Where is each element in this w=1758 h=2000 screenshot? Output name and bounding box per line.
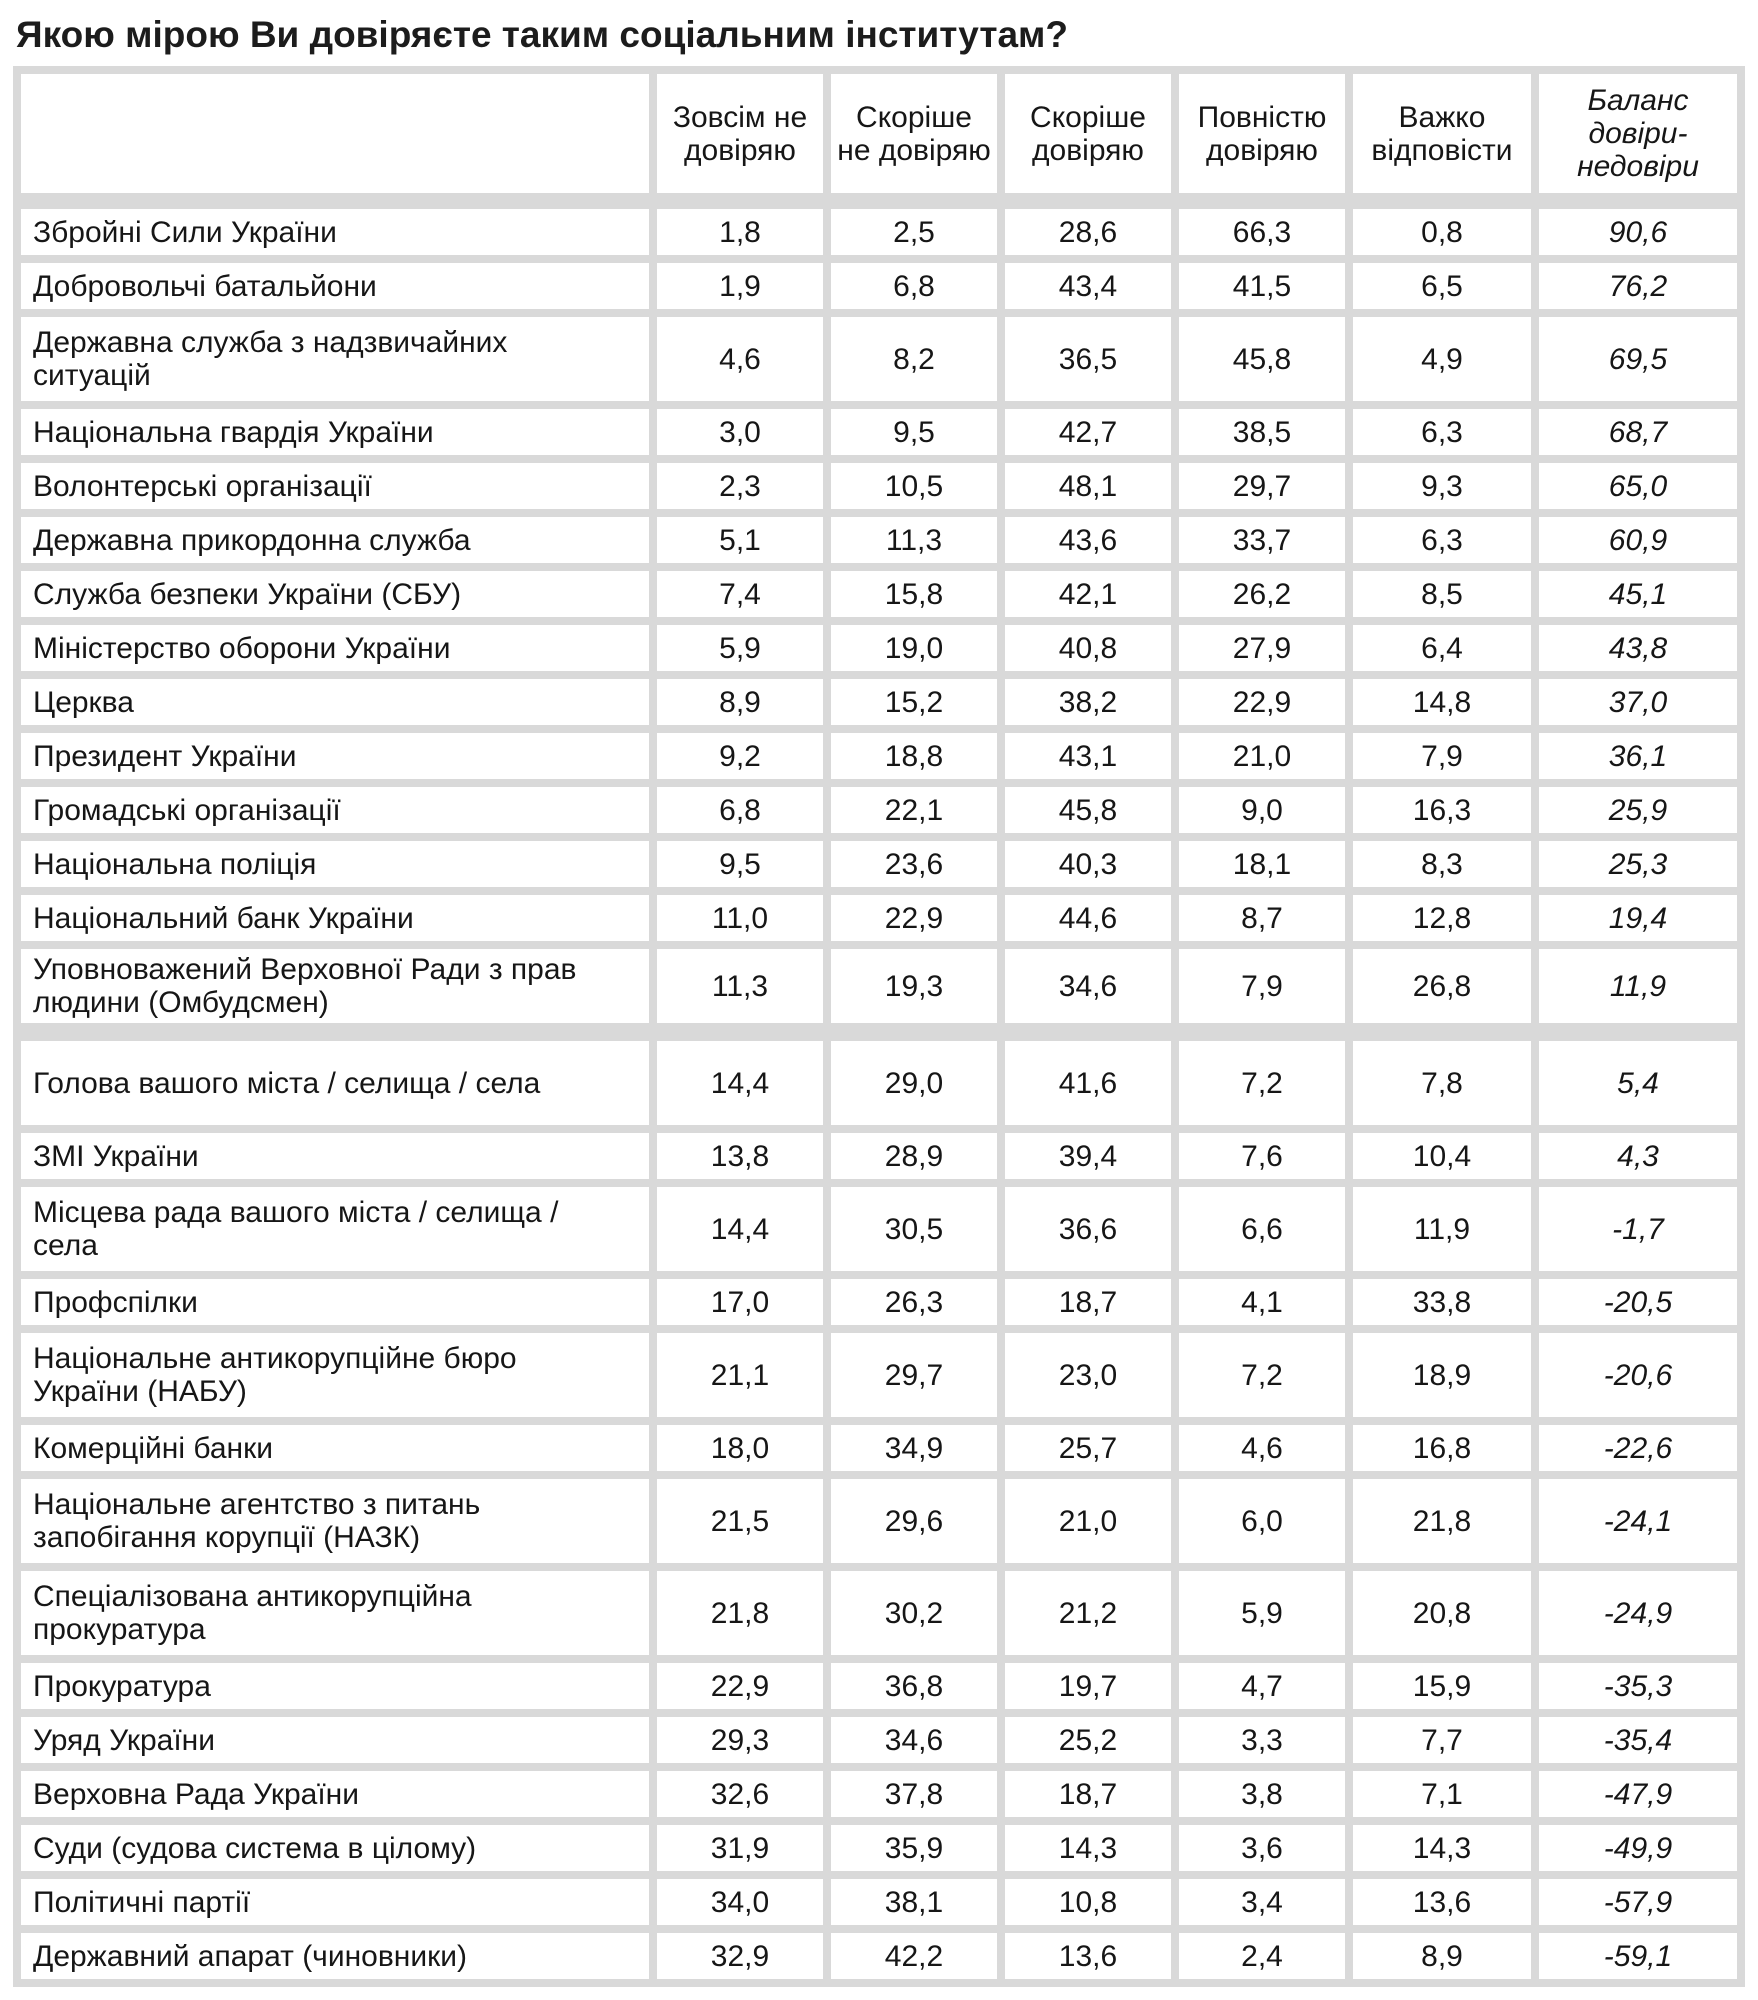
value-cell: 7,9 [1179, 949, 1345, 1033]
institution-cell: Збройні Сили України [21, 209, 649, 255]
institution-cell: Національний банк України [21, 895, 649, 941]
institution-cell: Волонтерські організації [21, 463, 649, 509]
institution-cell: Комерційні банки [21, 1425, 649, 1471]
value-cell: 16,3 [1353, 787, 1531, 833]
institution-cell: Церква [21, 679, 649, 725]
value-cell: 22,9 [1179, 679, 1345, 725]
value-cell: 20,8 [1353, 1571, 1531, 1655]
value-cell: 0,8 [1353, 209, 1531, 255]
value-cell: 34,0 [657, 1879, 823, 1925]
value-cell: 38,5 [1179, 409, 1345, 455]
institution-cell: Президент України [21, 733, 649, 779]
value-cell: 15,2 [831, 679, 997, 725]
value-cell: 8,9 [657, 679, 823, 725]
value-cell: 11,9 [1353, 1187, 1531, 1271]
value-cell: 19,3 [831, 949, 997, 1033]
value-cell: 4,6 [1179, 1425, 1345, 1471]
value-cell: 6,3 [1353, 409, 1531, 455]
value-cell: 35,9 [831, 1825, 997, 1871]
value-cell: 6,0 [1179, 1479, 1345, 1563]
value-cell: 41,5 [1179, 263, 1345, 309]
value-cell: 7,7 [1353, 1717, 1531, 1763]
table-row [21, 1279, 1737, 1325]
value-cell: 18,7 [1005, 1279, 1171, 1325]
table-row [21, 1879, 1737, 1925]
value-cell: 21,8 [657, 1571, 823, 1655]
value-cell: 5,9 [1179, 1571, 1345, 1655]
value-cell: 26,8 [1353, 949, 1531, 1033]
value-cell: 40,8 [1005, 625, 1171, 671]
value-cell: 4,6 [657, 317, 823, 401]
value-cell: 30,2 [831, 1571, 997, 1655]
balance-value-cell: 43,8 [1539, 625, 1737, 671]
value-cell: 21,2 [1005, 1571, 1171, 1655]
balance-value-cell: -35,4 [1539, 1717, 1737, 1763]
value-cell: 5,1 [657, 517, 823, 563]
table-row [21, 1041, 1737, 1125]
value-cell: 13,6 [1353, 1879, 1531, 1925]
balance-value-cell: -24,9 [1539, 1571, 1737, 1655]
column-header: Скоріше довіряю [1005, 74, 1171, 201]
value-cell: 4,1 [1179, 1279, 1345, 1325]
value-cell: 2,3 [657, 463, 823, 509]
value-cell: 9,0 [1179, 787, 1345, 833]
table-row [21, 679, 1737, 725]
balance-value-cell: 37,0 [1539, 679, 1737, 725]
institution-cell: Добровольчі батальйони [21, 263, 649, 309]
institution-cell: Державний апарат (чиновники) [21, 1933, 649, 1979]
value-cell: 11,0 [657, 895, 823, 941]
value-cell: 44,6 [1005, 895, 1171, 941]
value-cell: 34,6 [1005, 949, 1171, 1033]
value-cell: 10,8 [1005, 1879, 1171, 1925]
value-cell: 23,6 [831, 841, 997, 887]
header-row [21, 74, 1737, 201]
value-cell: 43,6 [1005, 517, 1171, 563]
value-cell: 9,5 [831, 409, 997, 455]
institution-cell: Профспілки [21, 1279, 649, 1325]
table-row [21, 317, 1737, 401]
table-body [21, 209, 1737, 1979]
value-cell: 3,3 [1179, 1717, 1345, 1763]
balance-value-cell: 76,2 [1539, 263, 1737, 309]
value-cell: 7,8 [1353, 1041, 1531, 1125]
column-header: Баланс довіри-недовіри [1539, 74, 1737, 201]
value-cell: 39,4 [1005, 1133, 1171, 1179]
value-cell: 21,5 [657, 1479, 823, 1563]
balance-value-cell: -59,1 [1539, 1933, 1737, 1979]
value-cell: 6,6 [1179, 1187, 1345, 1271]
value-cell: 26,2 [1179, 571, 1345, 617]
balance-value-cell: 25,3 [1539, 841, 1737, 887]
value-cell: 32,9 [657, 1933, 823, 1979]
value-cell: 29,7 [831, 1333, 997, 1417]
value-cell: 21,0 [1179, 733, 1345, 779]
balance-value-cell: 69,5 [1539, 317, 1737, 401]
table-row [21, 1825, 1737, 1871]
institution-cell: Уповноважений Верховної Ради з прав людини (Омбудсмен) [21, 949, 649, 1033]
table-row [21, 1933, 1737, 1979]
value-cell: 23,0 [1005, 1333, 1171, 1417]
balance-value-cell: 45,1 [1539, 571, 1737, 617]
institution-cell: Уряд України [21, 1717, 649, 1763]
table-row [21, 1133, 1737, 1179]
value-cell: 16,8 [1353, 1425, 1531, 1471]
value-cell: 17,0 [657, 1279, 823, 1325]
value-cell: 1,9 [657, 263, 823, 309]
value-cell: 7,4 [657, 571, 823, 617]
column-header: Зовсім не довіряю [657, 74, 823, 201]
value-cell: 12,8 [1353, 895, 1531, 941]
institution-cell: Національне антикорупційне бюро України (НАБУ) [21, 1333, 649, 1417]
value-cell: 6,8 [657, 787, 823, 833]
table-row [21, 895, 1737, 941]
value-cell: 6,5 [1353, 263, 1531, 309]
value-cell: 8,9 [1353, 1933, 1531, 1979]
balance-value-cell: 25,9 [1539, 787, 1737, 833]
value-cell: 3,4 [1179, 1879, 1345, 1925]
institution-cell: Місцева рада вашого міста / селища / села [21, 1187, 649, 1271]
value-cell: 2,4 [1179, 1933, 1345, 1979]
value-cell: 37,8 [831, 1771, 997, 1817]
value-cell: 40,3 [1005, 841, 1171, 887]
table-row [21, 571, 1737, 617]
table-row [21, 409, 1737, 455]
value-cell: 18,0 [657, 1425, 823, 1471]
value-cell: 38,1 [831, 1879, 997, 1925]
value-cell: 34,9 [831, 1425, 997, 1471]
value-cell: 33,8 [1353, 1279, 1531, 1325]
value-cell: 22,9 [657, 1663, 823, 1709]
value-cell: 21,0 [1005, 1479, 1171, 1563]
value-cell: 13,8 [657, 1133, 823, 1179]
balance-value-cell: -24,1 [1539, 1479, 1737, 1563]
value-cell: 42,7 [1005, 409, 1171, 455]
value-cell: 2,5 [831, 209, 997, 255]
institution-cell: Національна гвардія України [21, 409, 649, 455]
value-cell: 8,2 [831, 317, 997, 401]
institution-cell: Суди (судова система в цілому) [21, 1825, 649, 1871]
value-cell: 9,3 [1353, 463, 1531, 509]
value-cell: 27,9 [1179, 625, 1345, 671]
value-cell: 33,7 [1179, 517, 1345, 563]
value-cell: 43,4 [1005, 263, 1171, 309]
value-cell: 18,1 [1179, 841, 1345, 887]
value-cell: 18,7 [1005, 1771, 1171, 1817]
balance-value-cell: 90,6 [1539, 209, 1737, 255]
institution-cell: Верховна Рада України [21, 1771, 649, 1817]
balance-value-cell: -57,9 [1539, 1879, 1737, 1925]
value-cell: 11,3 [657, 949, 823, 1033]
table-row [21, 733, 1737, 779]
table-row [21, 1717, 1737, 1763]
column-header: Скоріше не довіряю [831, 74, 997, 201]
balance-value-cell: 65,0 [1539, 463, 1737, 509]
value-cell: 19,7 [1005, 1663, 1171, 1709]
value-cell: 10,5 [831, 463, 997, 509]
value-cell: 29,3 [657, 1717, 823, 1763]
institution-cell: Спеціалізована антикорупційна прокуратура [21, 1571, 649, 1655]
value-cell: 14,3 [1005, 1825, 1171, 1871]
value-cell: 7,1 [1353, 1771, 1531, 1817]
value-cell: 8,7 [1179, 895, 1345, 941]
value-cell: 6,3 [1353, 517, 1531, 563]
balance-value-cell: 5,4 [1539, 1041, 1737, 1125]
value-cell: 22,1 [831, 787, 997, 833]
value-cell: 1,8 [657, 209, 823, 255]
value-cell: 30,5 [831, 1187, 997, 1271]
table-row [21, 1571, 1737, 1655]
balance-value-cell: -22,6 [1539, 1425, 1737, 1471]
value-cell: 36,5 [1005, 317, 1171, 401]
institution-cell: Політичні партії [21, 1879, 649, 1925]
value-cell: 43,1 [1005, 733, 1171, 779]
institution-cell: Служба безпеки України (СБУ) [21, 571, 649, 617]
value-cell: 5,9 [657, 625, 823, 671]
value-cell: 3,0 [657, 409, 823, 455]
balance-value-cell: 60,9 [1539, 517, 1737, 563]
column-header: Важко відповісти [1353, 74, 1531, 201]
value-cell: 31,9 [657, 1825, 823, 1871]
value-cell: 14,8 [1353, 679, 1531, 725]
table-row [21, 1425, 1737, 1471]
value-cell: 48,1 [1005, 463, 1171, 509]
table-row [21, 1187, 1737, 1271]
value-cell: 18,9 [1353, 1333, 1531, 1417]
balance-value-cell: 68,7 [1539, 409, 1737, 455]
value-cell: 21,8 [1353, 1479, 1531, 1563]
value-cell: 10,4 [1353, 1133, 1531, 1179]
value-cell: 15,9 [1353, 1663, 1531, 1709]
value-cell: 4,9 [1353, 317, 1531, 401]
value-cell: 29,7 [1179, 463, 1345, 509]
institution-cell: Прокуратура [21, 1663, 649, 1709]
value-cell: 42,2 [831, 1933, 997, 1979]
institution-cell: Міністерство оборони України [21, 625, 649, 671]
value-cell: 28,6 [1005, 209, 1171, 255]
table-row [21, 517, 1737, 563]
value-cell: 45,8 [1005, 787, 1171, 833]
value-cell: 7,2 [1179, 1333, 1345, 1417]
value-cell: 18,8 [831, 733, 997, 779]
value-cell: 25,7 [1005, 1425, 1171, 1471]
value-cell: 36,6 [1005, 1187, 1171, 1271]
institution-cell: Національне агентство з питань запобігання корупції (НАЗК) [21, 1479, 649, 1563]
table-row [21, 1479, 1737, 1563]
table-row [21, 209, 1737, 255]
institution-cell: Державна служба з надзвичайних ситуацій [21, 317, 649, 401]
balance-value-cell: -35,3 [1539, 1663, 1737, 1709]
balance-value-cell: -49,9 [1539, 1825, 1737, 1871]
table-row [21, 949, 1737, 1033]
balance-value-cell: -20,6 [1539, 1333, 1737, 1417]
column-header: Повністю довіряю [1179, 74, 1345, 201]
table-row [21, 1333, 1737, 1417]
value-cell: 26,3 [831, 1279, 997, 1325]
institution-cell: Державна прикордонна служба [21, 517, 649, 563]
value-cell: 13,6 [1005, 1933, 1171, 1979]
table-row [21, 1663, 1737, 1709]
corner-cell [21, 74, 649, 201]
value-cell: 9,5 [657, 841, 823, 887]
value-cell: 21,1 [657, 1333, 823, 1417]
institution-cell: ЗМІ України [21, 1133, 649, 1179]
value-cell: 4,7 [1179, 1663, 1345, 1709]
value-cell: 34,6 [831, 1717, 997, 1763]
value-cell: 3,6 [1179, 1825, 1345, 1871]
institution-cell: Національна поліція [21, 841, 649, 887]
value-cell: 28,9 [831, 1133, 997, 1179]
balance-value-cell: -1,7 [1539, 1187, 1737, 1271]
balance-value-cell: -47,9 [1539, 1771, 1737, 1817]
table-row [21, 625, 1737, 671]
balance-value-cell: 36,1 [1539, 733, 1737, 779]
value-cell: 7,2 [1179, 1041, 1345, 1125]
value-cell: 29,6 [831, 1479, 997, 1563]
page-title: Якою мірою Ви довіряєте таким соціальним інститутам? [16, 14, 1069, 55]
value-cell: 8,5 [1353, 571, 1531, 617]
value-cell: 36,8 [831, 1663, 997, 1709]
balance-value-cell: 11,9 [1539, 949, 1737, 1033]
value-cell: 7,9 [1353, 733, 1531, 779]
institution-cell: Голова вашого міста / селища / села [21, 1041, 649, 1125]
value-cell: 29,0 [831, 1041, 997, 1125]
value-cell: 38,2 [1005, 679, 1171, 725]
value-cell: 9,2 [657, 733, 823, 779]
balance-value-cell: 4,3 [1539, 1133, 1737, 1179]
value-cell: 22,9 [831, 895, 997, 941]
table-row [21, 787, 1737, 833]
balance-value-cell: -20,5 [1539, 1279, 1737, 1325]
value-cell: 14,4 [657, 1187, 823, 1271]
value-cell: 3,8 [1179, 1771, 1345, 1817]
value-cell: 6,4 [1353, 625, 1531, 671]
value-cell: 11,3 [831, 517, 997, 563]
value-cell: 19,0 [831, 625, 997, 671]
value-cell: 45,8 [1179, 317, 1345, 401]
value-cell: 41,6 [1005, 1041, 1171, 1125]
balance-value-cell: 19,4 [1539, 895, 1737, 941]
value-cell: 15,8 [831, 571, 997, 617]
value-cell: 25,2 [1005, 1717, 1171, 1763]
table-row [21, 263, 1737, 309]
value-cell: 42,1 [1005, 571, 1171, 617]
table-header [21, 74, 1737, 201]
value-cell: 14,3 [1353, 1825, 1531, 1871]
value-cell: 14,4 [657, 1041, 823, 1125]
value-cell: 6,8 [831, 263, 997, 309]
value-cell: 8,3 [1353, 841, 1531, 887]
value-cell: 7,6 [1179, 1133, 1345, 1179]
value-cell: 32,6 [657, 1771, 823, 1817]
institution-cell: Громадські організації [21, 787, 649, 833]
trust-survey-table [13, 66, 1745, 1987]
value-cell: 66,3 [1179, 209, 1345, 255]
table-row [21, 841, 1737, 887]
table-row [21, 463, 1737, 509]
table-row [21, 1771, 1737, 1817]
